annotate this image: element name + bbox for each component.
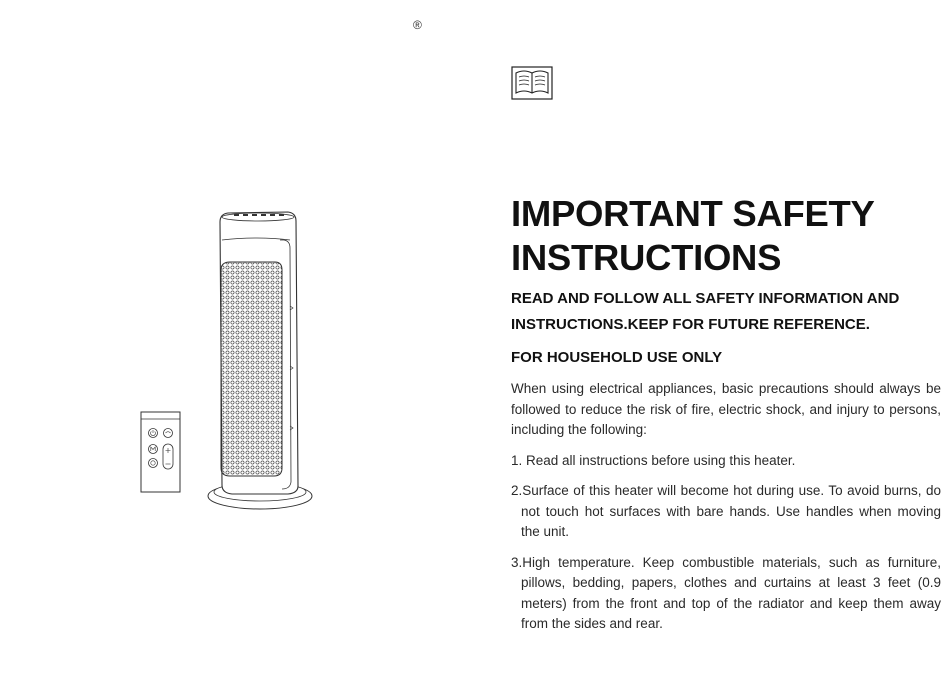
title-line-1: IMPORTANT SAFETY (511, 193, 875, 234)
subtitle (511, 286, 950, 338)
right-page (511, 0, 943, 685)
safety-body (511, 379, 941, 645)
title-line-2: INSTRUCTIONS (511, 237, 782, 278)
subtitle-line-2: INSTRUCTIONS.KEEP FOR FUTURE REFERENCE. (511, 316, 870, 333)
intro-paragraph: When using electrical appliances, basic precautions should always be followed to reduce the risk of fire, electric shock, and injury to persons, including the following: (511, 381, 941, 437)
household-use-heading: FOR HOUSEHOLD USE ONLY (511, 349, 723, 366)
page-title (511, 192, 943, 280)
safety-item-3: 3.High temperature. Keep combustible materials, such as furniture, pillows, bedding, papers, clothes and curtains at least 3 feet (0.9 meters) from the front and top of the radiator and keep them away from the sides and rear. (511, 554, 941, 631)
safety-item-1: 1. Read all instructions before using this heater. (511, 452, 796, 468)
remote-control (141, 412, 180, 492)
registered-trademark-mark: ® (413, 18, 422, 32)
open-book-manual-icon (511, 64, 553, 100)
safety-item-2: 2.Surface of this heater will become hot during use. To avoid burns, do not touch hot surfaces with bare hands. Use handles when moving the unit. (511, 483, 941, 539)
tower-heater-illustration (130, 200, 330, 520)
heater-grille (221, 262, 282, 476)
subtitle-line-1: READ AND FOLLOW ALL SAFETY INFORMATION AND (511, 290, 900, 307)
